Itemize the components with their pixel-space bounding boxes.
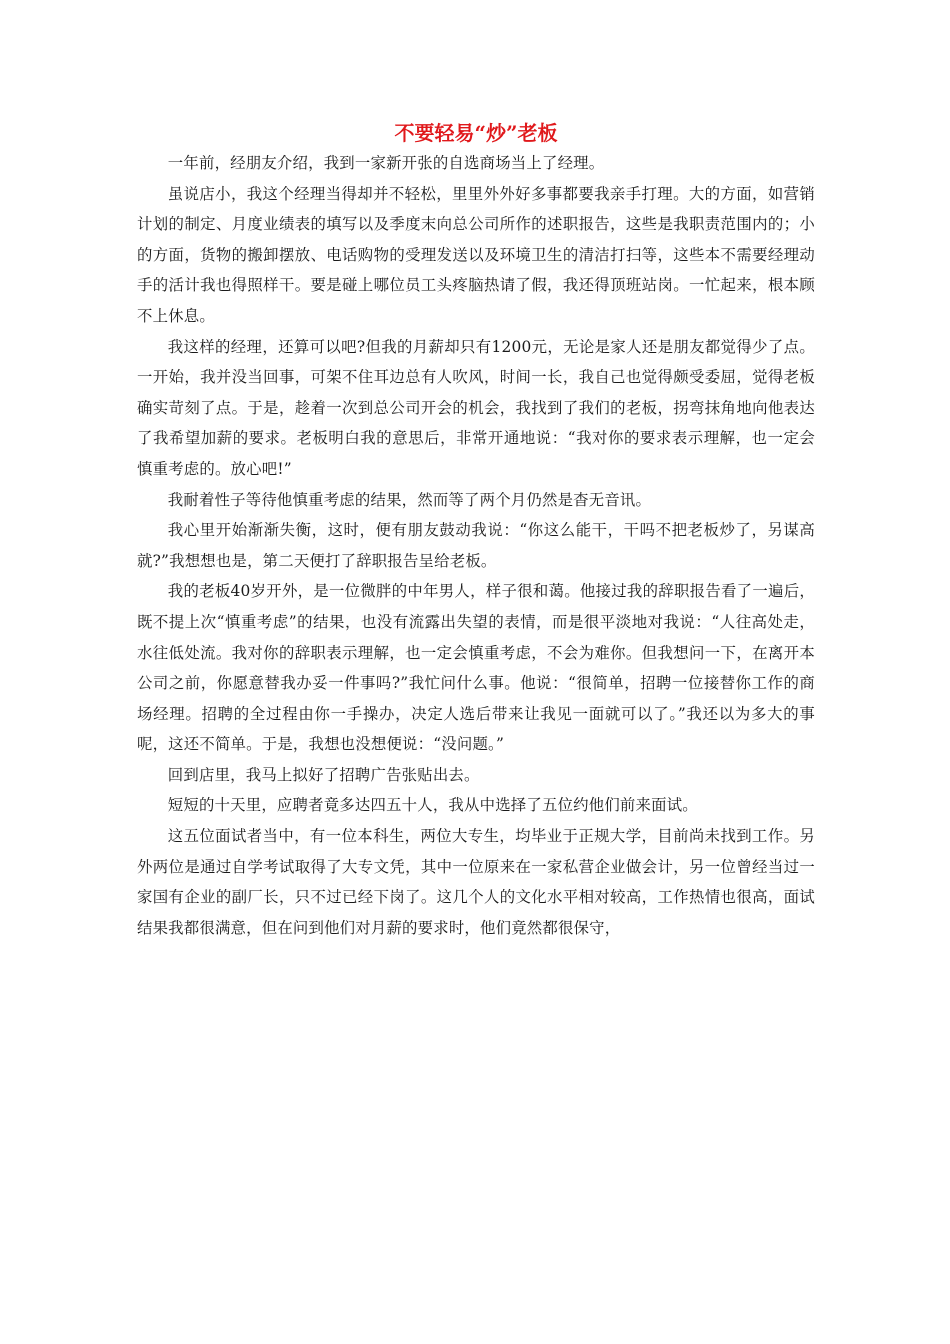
paragraph-8: 短短的十天里，应聘者竟多达四五十人，我从中选择了五位约他们前来面试。: [167, 796, 698, 815]
paragraph-4: 我耐着性子等待他慎重考虑的结果，然而等了两个月仍然是杳无音讯。: [167, 490, 652, 509]
document-page: [137, 118, 815, 943]
paragraph-5: 我心里开始渐渐失衡，这时，便有朋友鼓动我说：“你这么能干，干吗不把老板炒了，另谋高就?”我想想也是，第二天便打了辞职报告呈给老板。: [137, 521, 815, 570]
paragraph-7: 回到店里，我马上拟好了招聘广告张贴出去。: [167, 765, 480, 784]
paragraph-1: 一年前，经朋友介绍，我到一家新开张的自选商场当上了经理。: [167, 154, 605, 172]
paragraph-6: 我的老板40岁开外，是一位微胖的中年男人，样子很和蔼。他接过我的辞职报告看了一遍后，既不提上次“慎重考虑”的结果，也没有流露出失望的表情，而是很平淡地对我说：“人往高处走，水往低处流。我对你的辞职表示理解，也一定会慎重考虑，不会为难你。但我想问一下，在离开本公司之前，你愿意替我办妥一件事吗?”我忙问什么事。他说：“很简单，招聘一位接替你工作的商场经理。招聘的全过程由你一手操办，决定人选后带来让我见一面就可以了。”我还以为多大的事呢，这还不简单。于是，我想也没想便说：“没问题。”: [137, 582, 815, 754]
paragraph-2: 虽说店小，我这个经理当得却并不轻松，里里外外好多事都要我亲手打理。大的方面，如营销计划的制定、月度业绩表的填写以及季度末向总公司所作的述职报告，这些是我职责范围内的；小的方面，货物的搬卸摆放、电话购物的受理发送以及环境卫生的清洁打扫等，这些本不需要经理动手的活计我也得照样干。要是碰上哪位员工头疼脑热请了假，我还得顶班站岗。一忙起来，根本顾不上休息。: [137, 184, 815, 325]
document-title: 不要轻易“炒”老板: [394, 121, 558, 145]
paragraph-9: 这五位面试者当中，有一位本科生，两位大专生，均毕业于正规大学，目前尚未找到工作。另外两位是通过自学考试取得了大专文凭，其中一位原来在一家私营企业做会计，另一位曾经当过一家国有企业的副厂长，只不过已经下岗了。这几个人的文化水平相对较高，工作热情也很高，面试结果我都很满意，但在问到他们对月薪的要求时，他们竟然都很保守，: [137, 827, 815, 937]
paragraph-3: 我这样的经理，还算可以吧?但我的月薪却只有1200元，无论是家人还是朋友都觉得少了点。一开始，我并没当回事，可架不住耳边总有人吹风，时间一长，我自己也觉得颇受委屈，觉得老板确实苛刻了点。于是，趁着一次到总公司开会的机会，我找到了我们的老板，拐弯抹角地向他表达了我希望加薪的要求。老板明白我的意思后，非常开通地说：“我对你的要求表示理解，也一定会慎重考虑的。放心吧!”: [137, 337, 815, 478]
